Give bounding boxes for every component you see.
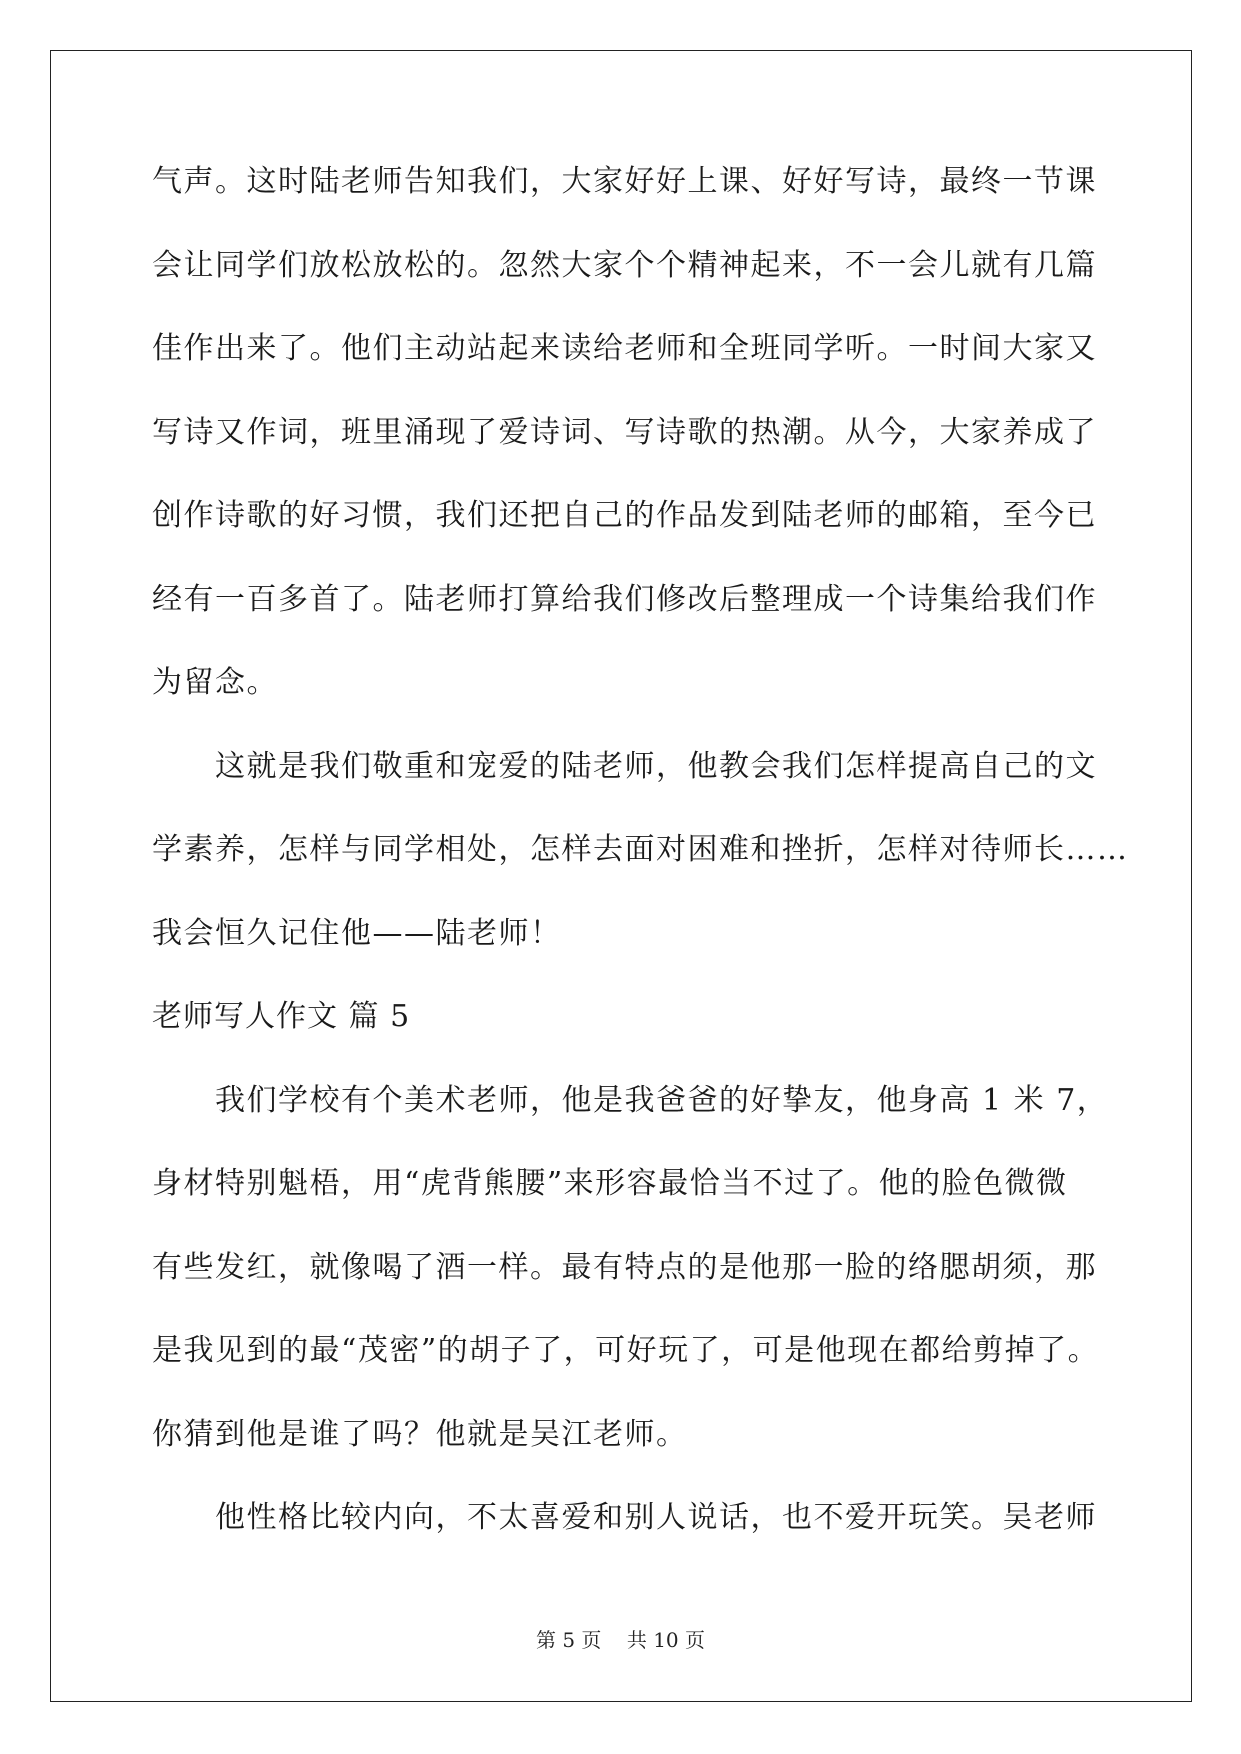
text-line: 你猜到他是谁了吗？他就是吴江老师。 (152, 1416, 688, 1452)
text-line: 身材特别魁梧，用“虎背熊腰”来形容最恰当不过了。他的脸色微微 (152, 1166, 1068, 1201)
text-line: 写诗又作词，班里涌现了爱诗词、写诗歌的热潮。从今，大家养成了 (152, 414, 1097, 450)
page-number-footer: 第 5 页 共 10 页 (535, 1628, 706, 1652)
text-line: 会让同学们放松放松的。忽然大家个个精神起来，不一会儿就有几篇 (152, 247, 1097, 283)
text-line: 学素养，怎样与同学相处，怎样去面对困难和挫折，怎样对待师长…… (152, 832, 1129, 867)
section-heading: 老师写人作文 篇 5 (152, 999, 411, 1034)
document-body (152, 160, 1129, 1580)
paragraph-first-line: 这就是我们敬重和宠爱的陆老师，他教会我们怎样提高自己的文 (215, 748, 1097, 784)
text-line: 创作诗歌的好习惯，我们还把自己的作品发到陆老师的邮箱，至今已 (152, 498, 1097, 533)
text-line: 经有一百多首了。陆老师打算给我们修改后整理成一个诗集给我们作 (152, 581, 1097, 617)
text-line: 我会恒久记住他——陆老师！ (152, 915, 562, 951)
text-line: 气声。这时陆老师告知我们，大家好好上课、好好写诗，最终一节课 (152, 164, 1097, 199)
paragraph-first-line: 我们学校有个美术老师，他是我爸爸的好挚友，他身高 1 米 7， (215, 1082, 1109, 1118)
text-line: 佳作出来了。他们主动站起来读给老师和全班同学听。一时间大家又 (152, 331, 1097, 366)
text-line: 有些发红，就像喝了酒一样。最有特点的是他那一脸的络腮胡须，那 (152, 1249, 1097, 1285)
text-line: 是我见到的最“茂密”的胡子了，可好玩了，可是他现在都给剪掉了。 (152, 1333, 1100, 1368)
paragraph-first-line: 他性格比较内向，不太喜爱和别人说话，也不爱开玩笑。吴老师 (215, 1500, 1097, 1535)
text-line: 为留念。 (152, 665, 278, 700)
